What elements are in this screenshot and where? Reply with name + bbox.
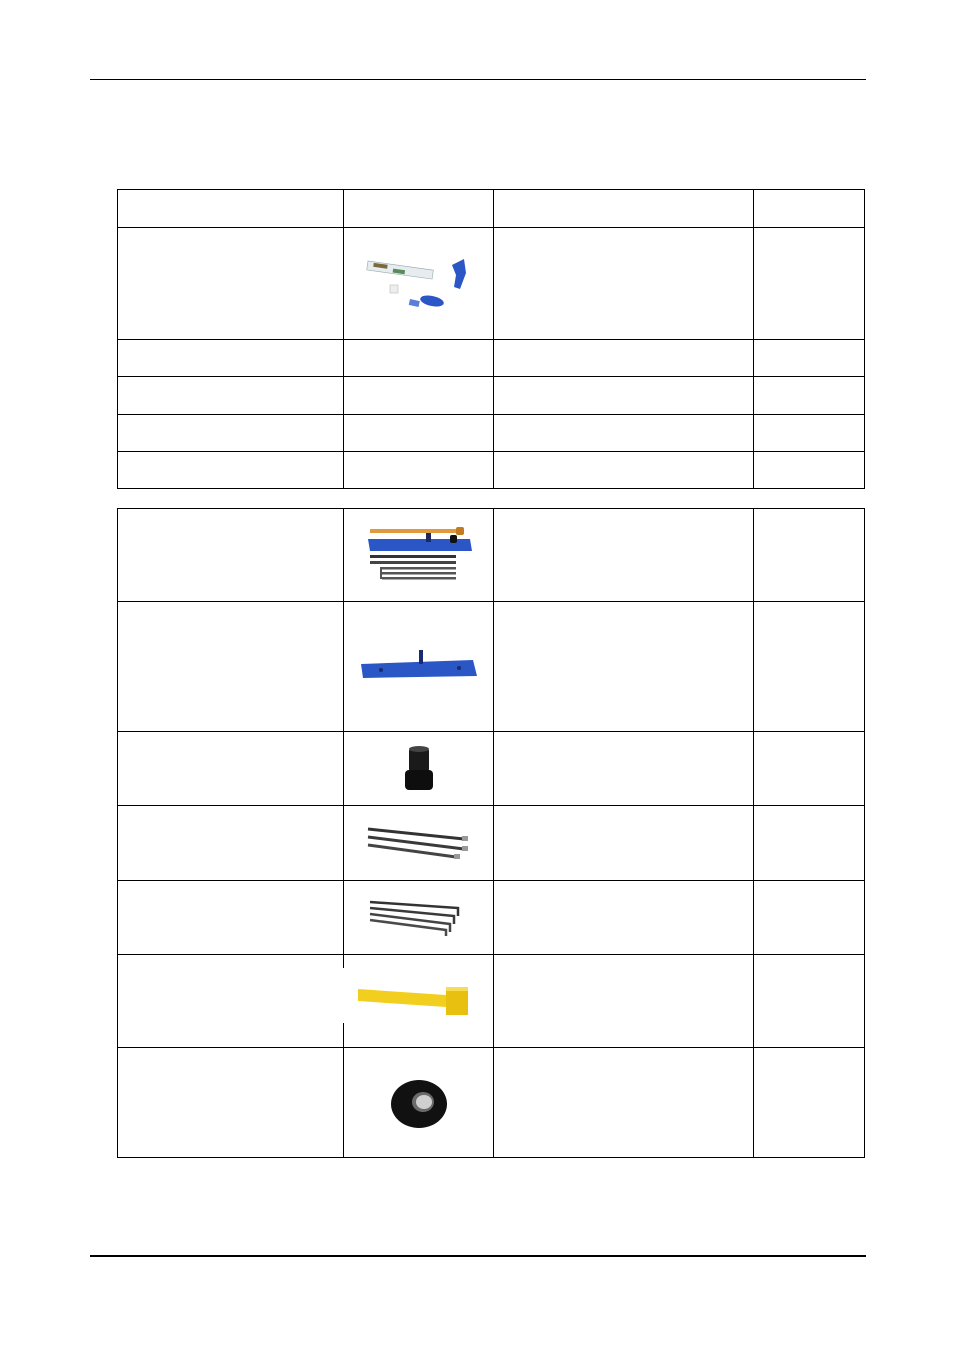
image-overlap-mask [333, 968, 345, 1023]
part-cell [118, 881, 344, 955]
qty-cell [754, 377, 865, 415]
table-row [118, 509, 865, 602]
table-row [118, 340, 865, 377]
image-cell [344, 190, 494, 228]
header-rule [90, 79, 866, 80]
yellow-handle-icon [354, 981, 484, 1021]
description-cell [494, 377, 754, 415]
hex-keys-icon [364, 896, 474, 940]
table-row [118, 732, 865, 806]
blue-mounting-plate-icon [359, 642, 479, 692]
description-cell [494, 452, 754, 489]
table-row [118, 452, 865, 489]
image-cell [344, 602, 494, 732]
qty-cell [754, 881, 865, 955]
table-row [118, 415, 865, 452]
part-cell [118, 452, 344, 489]
black-sleeve-icon [399, 742, 439, 796]
image-cell [344, 377, 494, 415]
part-cell [118, 228, 344, 340]
part-cell [118, 340, 344, 377]
image-cell [344, 228, 494, 340]
qty-cell [754, 415, 865, 452]
table-row [118, 228, 865, 340]
description-cell [494, 228, 754, 340]
table-row [118, 190, 865, 228]
qty-cell [754, 1048, 865, 1158]
part-cell [118, 415, 344, 452]
parts-table-lower [117, 508, 865, 1158]
image-cell [344, 732, 494, 806]
image-cell [344, 881, 494, 955]
footer-rule [90, 1255, 866, 1257]
image-cell [344, 415, 494, 452]
part-cell [118, 602, 344, 732]
description-cell [494, 806, 754, 881]
part-cell [118, 509, 344, 602]
description-cell [494, 732, 754, 806]
qty-cell [754, 602, 865, 732]
image-cell [344, 340, 494, 377]
table-row [118, 1048, 865, 1158]
qty-cell [754, 806, 865, 881]
qty-cell [754, 452, 865, 489]
table-row [118, 602, 865, 732]
threaded-rods-icon [364, 821, 474, 865]
tool-set-icon [364, 525, 474, 585]
description-cell [494, 955, 754, 1048]
part-cell [118, 806, 344, 881]
qty-cell [754, 509, 865, 602]
part-cell [118, 190, 344, 228]
rubber-bushing-icon [387, 1074, 451, 1132]
part-cell [118, 955, 344, 1048]
qty-cell [754, 190, 865, 228]
description-cell [494, 509, 754, 602]
table-row [118, 955, 865, 1048]
table-row [118, 377, 865, 415]
qty-cell [754, 228, 865, 340]
description-cell [494, 881, 754, 955]
description-cell [494, 415, 754, 452]
part-cell [118, 1048, 344, 1158]
expansion-kit-icon [364, 249, 474, 319]
qty-cell [754, 732, 865, 806]
qty-cell [754, 955, 865, 1048]
qty-cell [754, 340, 865, 377]
image-cell [344, 509, 494, 602]
image-cell [344, 1048, 494, 1158]
parts-table-upper [117, 189, 865, 489]
part-cell [118, 732, 344, 806]
table-row [118, 881, 865, 955]
image-cell [344, 806, 494, 881]
image-cell [344, 955, 494, 1048]
description-cell [494, 602, 754, 732]
description-cell [494, 190, 754, 228]
description-cell [494, 1048, 754, 1158]
description-cell [494, 340, 754, 377]
part-cell [118, 377, 344, 415]
image-cell [344, 452, 494, 489]
table-row [118, 806, 865, 881]
